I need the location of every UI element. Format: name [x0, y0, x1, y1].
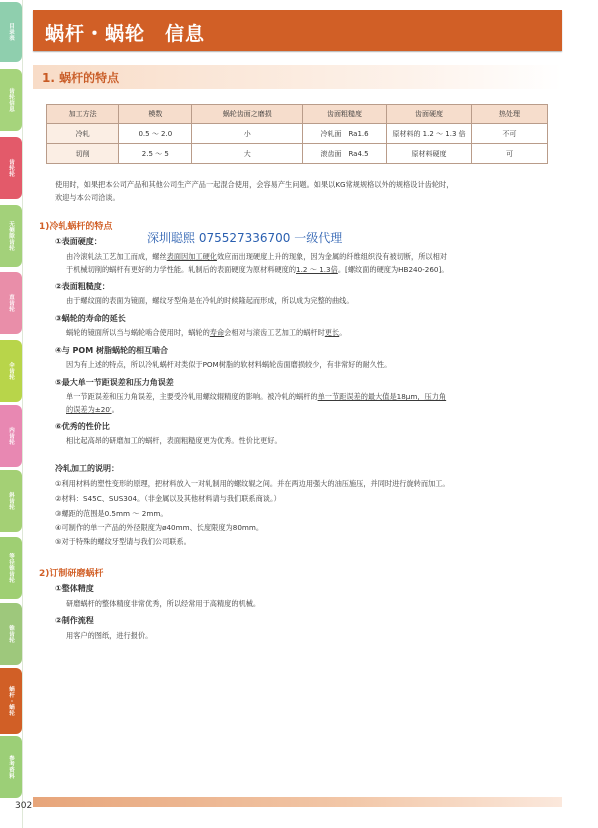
- sidebar-tab-toc[interactable]: [0, 2, 22, 62]
- item-title: ③蜗轮的寿命的延长: [55, 314, 126, 323]
- table-cell: 大: [192, 144, 302, 164]
- table-row: [47, 124, 548, 144]
- sidebar-tab-bevel[interactable]: [0, 340, 22, 402]
- subsection-title: 1)冷轧蜗杆的特点: [39, 222, 113, 232]
- sidebar-tab-label: 参考资料: [8, 755, 14, 779]
- sidebar-tab-label: 无侧隙齿轮: [8, 221, 14, 251]
- item-text: 相比起高昂的研磨加工的蜗杆，表面粗糙度更为优秀。性价比更好。: [66, 436, 282, 445]
- sidebar-tab-label: 伞齿轮: [8, 362, 14, 380]
- notes-line: ⑤对于特殊的螺纹牙型请与我们公司联系。: [55, 537, 191, 546]
- intro-text: 欢迎与本公司洽谈。: [55, 193, 120, 202]
- table-header-cell: 蜗轮齿面之磨损: [192, 105, 302, 124]
- sidebar-tab-label: 齿轮信息: [8, 88, 14, 112]
- header-bar: [33, 10, 562, 51]
- item-text: 的误差为±20′。: [66, 405, 119, 414]
- sidebar-tab-label: 等径锥齿轮: [8, 553, 14, 583]
- notes-line: ②材料：S45C、SUS304。（非金属以及其他材料请与我们联系商谈。）: [55, 494, 281, 503]
- item-title: ②表面粗糙度：: [55, 282, 110, 291]
- table-cell: 原材料硬度: [387, 144, 472, 164]
- sidebar-tab-internal[interactable]: [0, 405, 22, 467]
- sidebar-tab-label: 斜齿轮: [8, 492, 14, 510]
- sidebar-tab-label: 内齿轮: [8, 427, 14, 445]
- notes-title: 冷轧加工的说明：: [55, 464, 119, 473]
- item-text: 因为有上述的特点，所以冷轧蜗杆对类似于POM树脂的软材料蜗轮齿面磨损较少，有非常好的耐久性。: [66, 360, 392, 369]
- table-row: [47, 144, 548, 164]
- section-heading: [33, 65, 562, 89]
- sidebar-tab-reference[interactable]: [0, 736, 22, 798]
- table-cell: 冷轧面 Ra1.6: [302, 124, 386, 144]
- table-cell: 冷轧: [47, 124, 119, 144]
- subsection-title: 2)订制研磨蜗杆: [39, 569, 104, 579]
- table-header-cell: 齿面粗糙度: [302, 105, 386, 124]
- section-title: 1. 蜗杆的特点: [42, 71, 120, 85]
- sidebar-tab-worm[interactable]: [0, 668, 22, 734]
- page-number: 302: [15, 801, 33, 811]
- sidebar-tab-gear[interactable]: [0, 137, 22, 199]
- item-text: 单一节距误差和压力角误差，主要受冷轧用螺纹辊精度的影响。被冷轧的蜗杆的单一节距误差的最大值是18μm，压力角: [66, 392, 447, 401]
- item-title: ④与 POM 树脂蜗轮的相互啮合: [55, 346, 168, 355]
- intro-text: 使用时，如果把本公司产品和其他公司生产产品一起混合使用，会容易产生问题。如果以KG常规规格以外的规格设计齿轮时，: [55, 180, 454, 189]
- sidebar-tab-gear-info[interactable]: [0, 69, 22, 131]
- table-cell: 原材料的 1.2 ～ 1.3 倍: [387, 124, 472, 144]
- table-header-row: [47, 105, 548, 124]
- watermark-text: 深圳聪熙 075527336700 一级代理: [147, 231, 343, 245]
- item-title: ⑤最大单一节距误差和压力角误差: [55, 378, 174, 387]
- table-header-cell: 齿面硬度: [387, 105, 472, 124]
- sidebar-tab-backlash[interactable]: [0, 205, 22, 267]
- table-cell: 不可: [471, 124, 547, 144]
- page-border: [22, 0, 23, 828]
- notes-line: ③螺距的范围是0.5mm ～ 2mm。: [55, 509, 168, 518]
- footer-bar: [33, 797, 562, 807]
- item-text: 研磨蜗杆的整体精度非常优秀，所以经常用于高精度的机械。: [66, 599, 261, 608]
- table-cell: 0.5 ～ 2.0: [119, 124, 192, 144]
- sidebar-tab-spur[interactable]: [0, 272, 22, 334]
- spec-table: [46, 104, 548, 164]
- sidebar-tab-cone[interactable]: [0, 603, 22, 665]
- notes-line: ①利用材料的塑性变形的原理，把材料放入一对轧制用的螺纹辊之间。并在两边用强大的油压施压，并同时进行旋转而加工。: [55, 479, 450, 488]
- page-title: 蜗杆・蜗轮 信息: [45, 23, 206, 45]
- sidebar-tab-label: 直齿轮: [8, 294, 14, 312]
- notes-line: ④可制作的单一产品的外径限度为ø40mm、长度限度为80mm。: [55, 523, 264, 532]
- table-cell: 小: [192, 124, 302, 144]
- sidebar-tab-helical[interactable]: [0, 470, 22, 532]
- item-text: 由于螺纹面的表面为镜面，螺纹牙型角是在冷轧的时候隆起而形成，所以成为完整的曲线。: [66, 296, 354, 305]
- item-text: 蜗轮的镜面所以当与蜗轮啮合使用时，蜗轮的寿命会相对与滚齿工艺加工的蜗杆时更长。: [66, 328, 347, 337]
- item-title: ⑥优秀的性价比: [55, 422, 110, 431]
- item-text: 用客户的图纸，进行报价。: [66, 631, 153, 640]
- item-title: ②制作流程: [55, 616, 94, 625]
- table-cell: 滚齿面 Ra4.5: [302, 144, 386, 164]
- item-text: 由冷滚轧法工艺加工而成，螺丝表面因加工硬化效应而出现硬度上升的现象，因为金属的纤维组织没有被切断，所以相对: [66, 252, 447, 261]
- sidebar-tab-label: 蜗杆・蜗轮: [8, 686, 14, 716]
- sidebar: [0, 0, 22, 828]
- table-cell: 2.5 ～ 5: [119, 144, 192, 164]
- item-title: ①表面硬度：: [55, 237, 102, 246]
- item-text: 于机械切削的蜗杆有更好的力学性能。轧制后的表面硬度为原材料硬度的1.2 ～ 1.3倍。[螺纹面的硬度为HB240-260]。: [66, 265, 449, 274]
- table-cell: 切削: [47, 144, 119, 164]
- sidebar-tab-miter[interactable]: [0, 537, 22, 599]
- table-header-cell: 模数: [119, 105, 192, 124]
- item-title: ①整体精度: [55, 584, 94, 593]
- table-header-cell: 热处理: [471, 105, 547, 124]
- sidebar-tab-label: 锥齿轮: [8, 625, 14, 643]
- table-cell: 可: [471, 144, 547, 164]
- table-header-cell: 加工方法: [47, 105, 119, 124]
- sidebar-tab-label: 目录表: [8, 23, 14, 41]
- sidebar-tab-label: 齿轮轮: [8, 159, 14, 177]
